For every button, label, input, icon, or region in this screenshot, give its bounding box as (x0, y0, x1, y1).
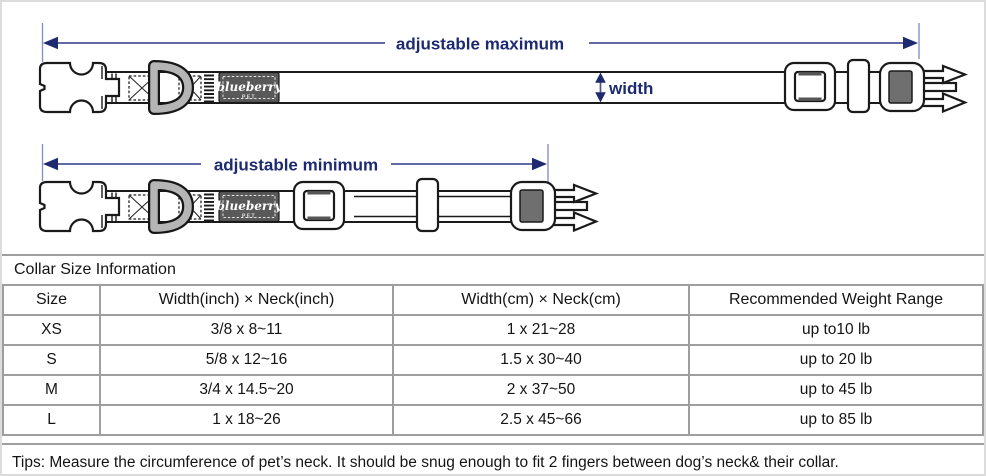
cell-cm: 2.5 x 45~66 (393, 405, 689, 435)
width-label: width (609, 79, 654, 98)
col-header-weight: Recommended Weight Range (689, 285, 983, 315)
dimension-max (43, 23, 920, 62)
collar-left-assembly (40, 63, 283, 112)
collar-diagram-max (40, 23, 965, 112)
cell-size: L (3, 405, 100, 435)
table-title: Collar Size Information (2, 254, 984, 284)
cell-cm: 2 x 37~50 (393, 375, 689, 405)
size-table (2, 284, 984, 436)
arrow-left-icon (43, 37, 58, 49)
cell-cm: 1 x 21~28 (393, 315, 689, 345)
cell-cm: 1.5 x 30~40 (393, 345, 689, 375)
arrow-down-icon (595, 92, 606, 102)
arrow-right-icon (903, 37, 918, 49)
collar-left-assembly (40, 182, 283, 231)
tri-glide-slider (785, 63, 835, 110)
header-row (3, 285, 983, 315)
adjustable-maximum-label: adjustable maximum (395, 34, 565, 54)
table-row-xs (3, 315, 983, 345)
cell-inch: 5/8 x 12~16 (100, 345, 393, 375)
cell-inch: 3/8 x 8~11 (100, 315, 393, 345)
arrow-left-icon (43, 158, 58, 170)
col-header-cm: Width(cm) × Neck(cm) (393, 285, 689, 315)
male-buckle (880, 63, 965, 112)
cell-inch: 3/4 x 14.5~20 (100, 375, 393, 405)
col-header-inch: Width(inch) × Neck(inch) (100, 285, 393, 315)
size-table-section (2, 254, 984, 472)
cell-weight: up to 20 lb (689, 345, 983, 375)
width-annotation (595, 73, 653, 103)
keeper-loop (848, 60, 869, 112)
cell-size: M (3, 375, 100, 405)
cell-size: XS (3, 315, 100, 345)
cell-weight: up to 85 lb (689, 405, 983, 435)
male-buckle (511, 182, 596, 231)
collar-diagrams (2, 2, 986, 254)
table-row-m (3, 375, 983, 405)
cell-weight: up to 45 lb (689, 375, 983, 405)
tips-text: Tips: Measure the circumference of pet’s neck. It should be snug enough to fit 2 fingers between dog’s neck& their collar. (2, 443, 984, 472)
table-row-s (3, 345, 983, 375)
collar-diagram-min (40, 144, 596, 231)
keeper-loop (417, 179, 438, 231)
dimension-min (43, 144, 549, 184)
cell-weight: up to10 lb (689, 315, 983, 345)
table-row-l (3, 405, 983, 435)
arrow-right-icon (532, 158, 547, 170)
adjustable-minimum-label: adjustable minimum (213, 155, 379, 175)
arrow-up-icon (595, 73, 606, 83)
tri-glide-slider (294, 182, 344, 229)
cell-size: S (3, 345, 100, 375)
col-header-size: Size (3, 285, 100, 315)
cell-inch: 1 x 18~26 (100, 405, 393, 435)
